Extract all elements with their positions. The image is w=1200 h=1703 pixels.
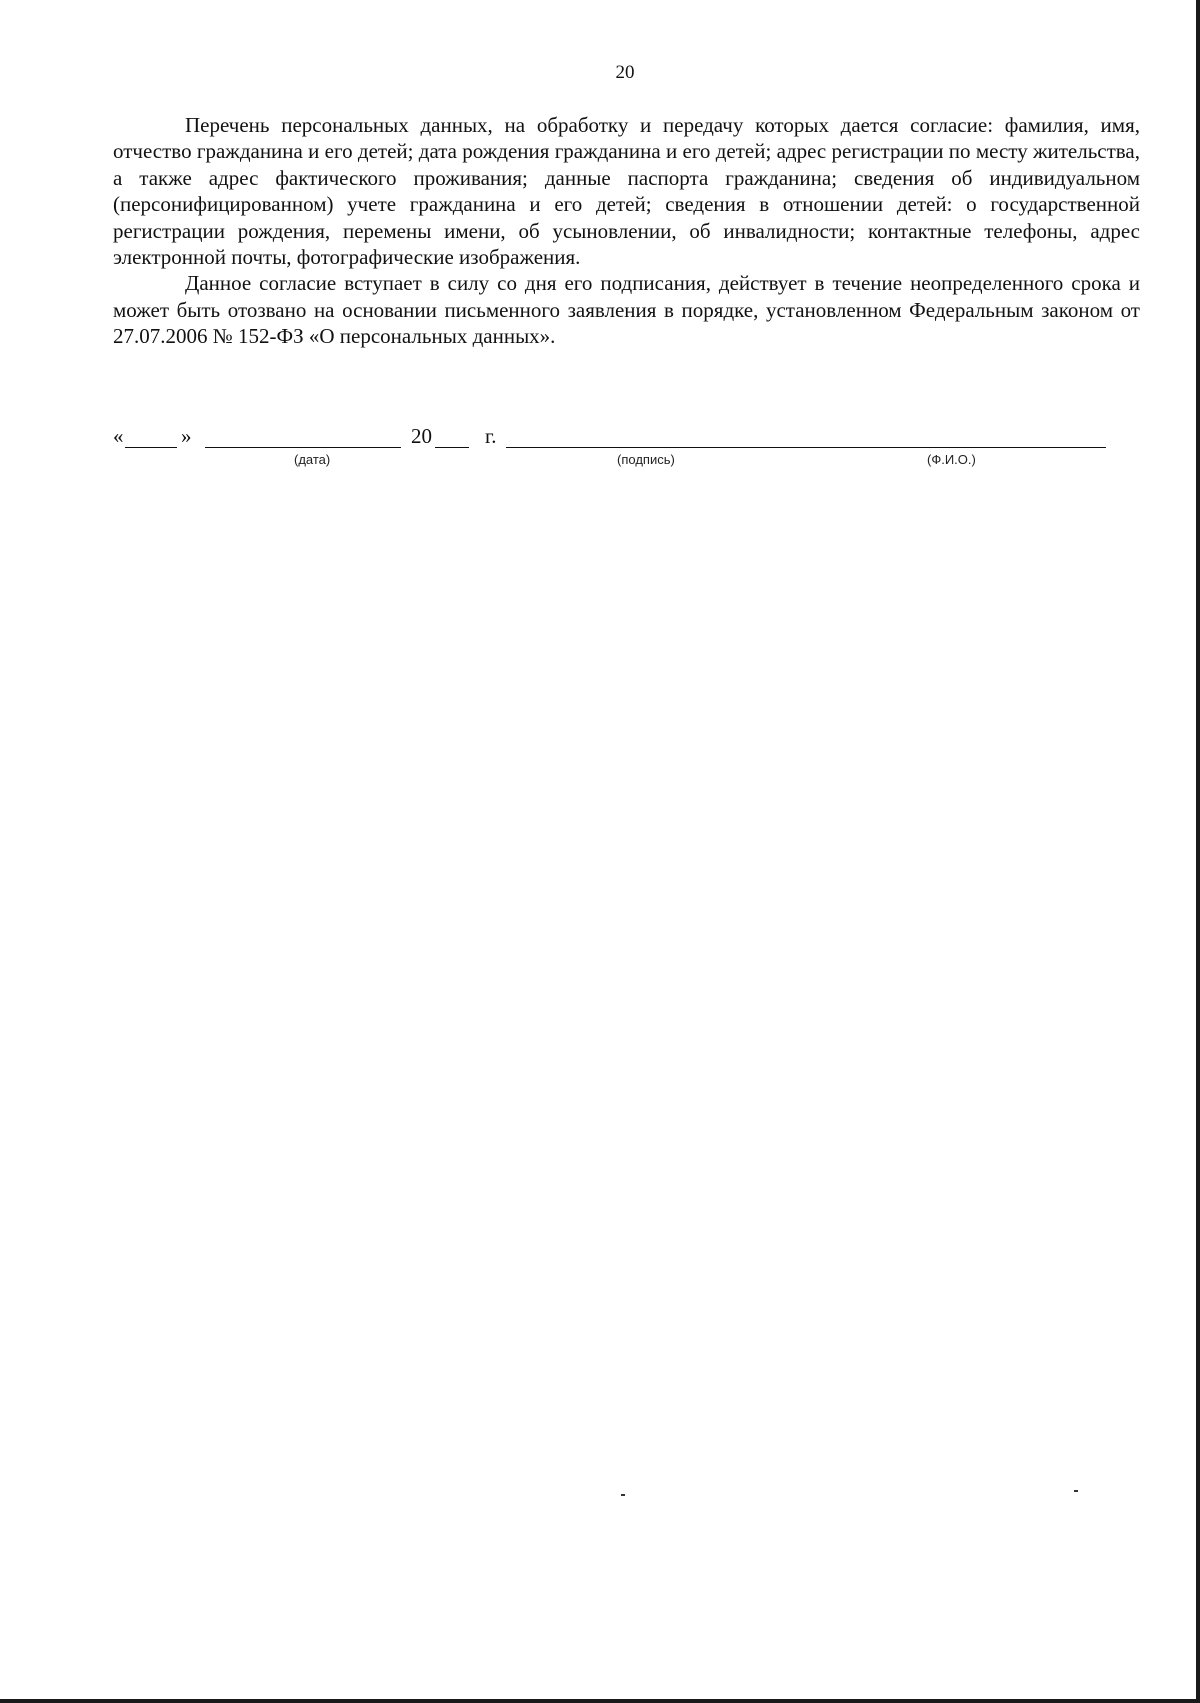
scan-edge-bottom — [0, 1699, 1200, 1703]
month-blank-line — [205, 447, 401, 448]
consent-validity-paragraph: Данное согласие вступает в силу со дня его подписания, действует в течение неопределенного срока и может быть отозвано на основании письменного заявления в порядке, установленном Федеральным законом от 27.07.2006 № 152-ФЗ «О персональных данных». — [113, 271, 1140, 349]
scan-speck — [621, 1494, 625, 1496]
signature-name-blank-line — [506, 447, 1106, 448]
year-prefix: 20 — [411, 424, 432, 448]
day-blank-line — [125, 447, 177, 448]
signature-caption: (подпись) — [617, 452, 675, 467]
day-close-quote: » — [181, 424, 192, 448]
signature-block — [113, 424, 1113, 454]
day-open-quote: « — [113, 424, 124, 448]
year-suffix: г. — [485, 424, 497, 448]
scan-speck — [1074, 1490, 1078, 1492]
name-caption: (Ф.И.О.) — [927, 452, 976, 467]
date-caption: (дата) — [294, 452, 331, 467]
scan-edge-right — [1196, 0, 1200, 1703]
year-blank-line — [435, 447, 469, 448]
personal-data-list-paragraph: Перечень персональных данных, на обработку и передачу которых дается согласие: фамилия, имя, отчество гражданина и его детей; дата рождения гражданина и его детей; адрес регистрации по месту жительства, а также адрес фактического проживания; данные паспорта гражданина; сведения об индивидуальном (персонифицированном) учете гражданина и его детей; сведения в отношении детей: о государственной регистрации рождения, перемены имени, об усыновлении, об инвалидности; контактные телефоны, адрес электронной почты, фотографические изображения. — [113, 113, 1140, 270]
page-number: 20 — [615, 62, 635, 83]
consent-text — [113, 112, 1140, 350]
